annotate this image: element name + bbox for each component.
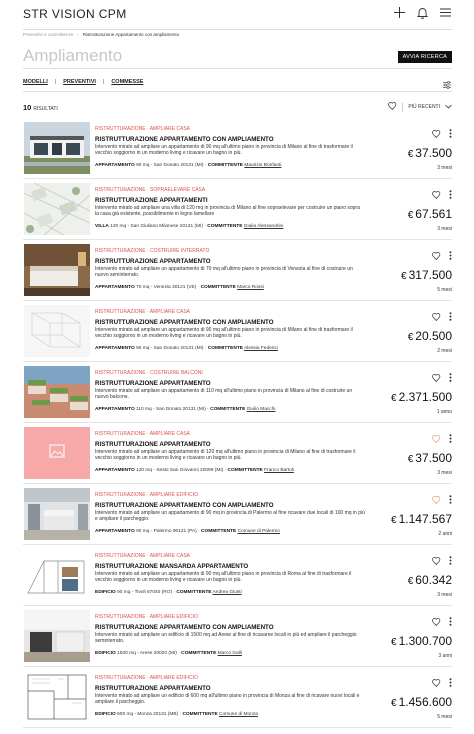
- card-actions: [432, 674, 452, 692]
- project-price: [408, 573, 452, 587]
- divider: [23, 91, 452, 92]
- project-card[interactable]: [23, 667, 452, 728]
- more-options-icon[interactable]: [449, 247, 452, 265]
- project-title[interactable]: RISTRUTTURAZIONE APPARTAMENTO CON AMPLIAMENTO: [95, 319, 274, 326]
- project-card[interactable]: [23, 118, 452, 179]
- owner-label: COMMITTENTE: [227, 468, 263, 473]
- project-age: 3 mesi: [437, 592, 452, 598]
- card-actions: [432, 186, 452, 204]
- owner-label: COMMITTENTE: [207, 346, 243, 351]
- project-category: RISTRUTTURAZIONE · AMPLIARE CASA: [95, 309, 191, 315]
- project-category: RISTRUTTURAZIONE · AMPLIARE EDIFICIO: [95, 492, 199, 498]
- project-card[interactable]: [23, 545, 452, 606]
- currency-symbol: €: [407, 454, 414, 465]
- project-meta: EDIFICIO 1500 mq - Arese 20020 (MI) · COMMITTENTE Marco Galli: [95, 651, 242, 656]
- project-details: 90 mq - Palermo 90121 (PA): [136, 529, 197, 534]
- project-category: RISTRUTTURAZIONE · AMPLIARE CASA: [95, 126, 191, 132]
- project-type: APPARTAMENTO: [95, 468, 135, 473]
- project-price: [391, 390, 452, 404]
- currency-symbol: €: [391, 393, 397, 404]
- project-type: EDIFICIO: [95, 590, 116, 595]
- owner-label: COMMITTENTE: [176, 590, 212, 595]
- project-thumbnail[interactable]: [24, 610, 90, 662]
- card-actions: [432, 613, 452, 631]
- owner-link[interactable]: Alessia Federici: [244, 346, 278, 351]
- project-card[interactable]: [23, 484, 452, 545]
- more-options-icon[interactable]: [449, 430, 452, 448]
- project-age: 2 mesi: [437, 348, 452, 354]
- project-description: Intervento mirato ad ampliare un appartamento di 120 mq all'ultimo piano in provincia di Milano al fine di trasformare il vecchio soggiorno in un moderno living e ricavare un bagno in più.: [95, 449, 356, 461]
- project-thumbnail[interactable]: [24, 305, 90, 357]
- project-price: [391, 634, 452, 648]
- project-details: 110 mq - San Donato 20131 (MI): [136, 407, 206, 412]
- card-actions: [432, 430, 452, 448]
- project-price: [391, 695, 452, 709]
- project-details: 120 mq - San Giuliano Milanese 20131 (MI): [110, 224, 203, 229]
- card-actions: [432, 125, 452, 143]
- currency-symbol: €: [391, 515, 397, 526]
- owner-label: COMMITTENTE: [207, 224, 243, 229]
- owner-link[interactable]: Marco Rossi: [237, 285, 264, 290]
- more-options-icon[interactable]: [449, 552, 452, 570]
- project-title[interactable]: RISTRUTTURAZIONE APPARTAMENTI: [95, 197, 208, 204]
- project-description: Intervento mirato ad ampliare un appartamento di 90 mq in provincia di Palermo al fine ricavare due locali di 100 mq in più e ampliare il parcheggio.: [95, 510, 365, 522]
- project-meta: APPARTAMENTO 90 mq - Palermo 90121 (PA) · COMMITTENTE Comune di Palermo: [95, 529, 280, 534]
- project-age: 1 anno: [436, 409, 452, 415]
- owner-link[interactable]: Giulia Alessandrini: [243, 224, 284, 229]
- project-thumbnail[interactable]: [24, 366, 90, 418]
- card-actions: [432, 491, 452, 509]
- tab-commesse[interactable]: COMMESSE: [111, 79, 144, 85]
- currency-symbol: €: [407, 576, 414, 587]
- project-category: RISTRUTTURAZIONE · COSTRUIRE INTERRATO: [95, 248, 210, 254]
- owner-link[interactable]: Comune di Palermo: [237, 529, 280, 534]
- favorite-heart-icon[interactable]: [432, 186, 441, 204]
- card-actions: [432, 308, 452, 326]
- more-options-icon[interactable]: [449, 186, 452, 204]
- app-title[interactable]: STR VISION CPM: [23, 7, 127, 21]
- project-meta: APPARTAMENTO 110 mq - San Donato 20131 (MI) · COMMITTENTE Giulio Macchi: [95, 407, 276, 412]
- breadcrumb-home[interactable]: Preventivi e committenze: [23, 32, 74, 37]
- project-type: APPARTAMENTO: [95, 407, 135, 412]
- start-search-button[interactable]: AVVIA RICERCA: [398, 51, 452, 63]
- project-description: Intervento mirato ad ampliare un appartamento di 110 mq all'ultimo piano in provincia di Milano al fine di costruire un nuovo balcone.: [95, 388, 353, 400]
- project-meta: EDIFICIO 600 mq - Monza 20131 (MB) · COMMITTENTE Comune di Monza: [95, 712, 258, 717]
- results-label: RISULTATI: [33, 106, 58, 112]
- tab-separator: |: [102, 79, 105, 85]
- project-price: [391, 512, 452, 526]
- project-description: Intervento mirato ad ampliare una villa di 120 mq in provincia di Milano al fine sopraelevare per costruire un piano sopra la casa già esistente, possibilmente in legno lamellare: [95, 205, 360, 217]
- favorite-heart-icon[interactable]: [432, 247, 441, 265]
- divider: [23, 68, 452, 69]
- project-price: [408, 451, 452, 465]
- project-type: APPARTAMENTO: [95, 285, 135, 290]
- price-value: 317.500: [408, 268, 452, 282]
- favorite-heart-icon[interactable]: [432, 430, 441, 448]
- project-age: 5 mesi: [437, 287, 452, 293]
- owner-link[interactable]: Andrea Giusti: [212, 590, 242, 595]
- owner-link[interactable]: Giulio Macchi: [246, 407, 276, 412]
- price-value: 67.561: [415, 207, 452, 221]
- price-value: 1.456.600: [398, 695, 452, 709]
- more-options-icon[interactable]: [449, 674, 452, 692]
- owner-label: COMMITTENTE: [200, 285, 236, 290]
- project-meta: APPARTAMENTO 120 mq - Sesto San Giovanni 20099 (MI) · COMMITTENTE Franco Bartoli: [95, 468, 294, 473]
- project-description: Intervento mirato ad ampliare un appartamento di 90 mq all'ultimo piano in provincia di Milano al fine di trasformare il vecchio soggiorno in un moderno living e ricavare un bagno in più.: [95, 144, 353, 156]
- more-options-icon[interactable]: [449, 491, 452, 509]
- divider: [402, 103, 403, 112]
- owner-label: COMMITTENTE: [207, 163, 243, 168]
- project-type: APPARTAMENTO: [95, 163, 135, 168]
- project-description: Intervento mirato ad ampliare un appartamento di 90 mq all'ultimo piano in provincia di Roma al fine di trasformare il vecchio soggiorno in un moderno living e ricavare un bagno in più.: [95, 571, 352, 583]
- project-age: 3 mesi: [437, 165, 452, 171]
- favorite-heart-icon[interactable]: [432, 552, 441, 570]
- project-thumbnail[interactable]: [24, 244, 90, 296]
- project-age: 3 mesi: [437, 226, 452, 232]
- more-options-icon[interactable]: [449, 369, 452, 387]
- currency-symbol: €: [407, 149, 414, 160]
- project-category: RISTRUTTURAZIONE · AMPLIARE CASA: [95, 431, 191, 437]
- favorite-heart-icon[interactable]: [432, 125, 441, 143]
- project-card[interactable]: [23, 240, 452, 301]
- sort-label[interactable]: PIÙ RECENTI: [408, 104, 440, 110]
- project-details: 120 mq - Sesto San Giovanni 20099 (MI): [136, 468, 224, 473]
- owner-link[interactable]: Marco Galli: [217, 651, 242, 656]
- project-title[interactable]: RISTRUTTURAZIONE APPARTAMENTO: [95, 685, 211, 692]
- project-details: 70 mq - Venezia 30121 (VE): [136, 285, 197, 290]
- project-meta: EDIFICIO 90 mq - Tivoli 87040 (RO) · COMMITTENTE Andrea Giusti: [95, 590, 242, 595]
- favorite-heart-icon[interactable]: [432, 674, 441, 692]
- owner-link[interactable]: Comune di Monza: [219, 712, 258, 717]
- project-description: Intervento mirato ad ampliare un edificio di 600 mq all'ultimo piano in provincia di Monza al fine di ricavare nuovi locali e ampliare il parcheggio.: [95, 693, 360, 705]
- plus-icon[interactable]: [393, 6, 406, 19]
- project-title[interactable]: RISTRUTTURAZIONE APPARTAMENTO CON AMPLIAMENTO: [95, 136, 274, 143]
- breadcrumb-current: Ristrutturazione Appartamento con ampliamento: [82, 32, 180, 37]
- owner-label: COMMITTENTE: [182, 712, 218, 717]
- chevron-down-icon[interactable]: [445, 104, 452, 111]
- owner-label: COMMITTENTE: [210, 407, 246, 412]
- project-title[interactable]: RISTRUTTURAZIONE APPARTAMENTO: [95, 441, 211, 448]
- favorite-heart-icon[interactable]: [432, 491, 441, 509]
- results-number: 10: [23, 103, 32, 112]
- project-title[interactable]: RISTRUTTURAZIONE APPARTAMENTO CON AMPLIAMENTO: [95, 502, 274, 509]
- project-price: [408, 207, 452, 221]
- project-type: EDIFICIO: [95, 712, 116, 717]
- project-description: Intervento mirato ad ampliare un appartamento di 70 mq all'ultimo piano in provincia di Venezia al fine di costruire un nuovo seminterrato.: [95, 266, 353, 278]
- results-count: [23, 103, 58, 112]
- more-options-icon[interactable]: [449, 308, 452, 326]
- project-price: [408, 329, 452, 343]
- favorite-heart-icon[interactable]: [432, 613, 441, 631]
- project-title[interactable]: RISTRUTTURAZIONE APPARTAMENTO: [95, 258, 211, 265]
- project-type: VILLA: [95, 224, 109, 229]
- project-category: RISTRUTTURAZIONE · SOPRAELEVARE CASA: [95, 187, 206, 193]
- header-actions: [393, 6, 452, 19]
- project-title[interactable]: RISTRUTTURAZIONE APPARTAMENTO: [95, 380, 211, 387]
- favorite-heart-icon[interactable]: [432, 308, 441, 326]
- card-actions: [432, 369, 452, 387]
- currency-symbol: €: [391, 637, 397, 648]
- price-value: 37.500: [415, 451, 452, 465]
- owner-link[interactable]: Maurizio Bonfanti: [244, 163, 282, 168]
- card-actions: [432, 247, 452, 265]
- price-value: 60.342: [415, 573, 452, 587]
- currency-symbol: €: [391, 698, 397, 709]
- tab-modelli[interactable]: MODELLI: [23, 79, 48, 85]
- currency-symbol: €: [407, 332, 414, 343]
- currency-symbol: €: [401, 271, 407, 282]
- project-age: 3 anni: [438, 653, 452, 659]
- project-title[interactable]: RISTRUTTURAZIONE APPARTAMENTO CON AMPLIAMENTO: [95, 624, 274, 631]
- project-age: 3 mesi: [437, 470, 452, 476]
- tab-bar: [23, 79, 143, 85]
- project-age: 2 anni: [438, 531, 452, 537]
- price-value: 37.500: [415, 146, 452, 160]
- favorites-filter-icon[interactable]: [388, 102, 397, 112]
- bell-icon[interactable]: [416, 6, 429, 19]
- tab-preventivi[interactable]: PREVENTIVI: [63, 79, 96, 85]
- project-description: Intervento mirato ad ampliare un appartamento di 90 mq all'ultimo piano in provincia di Milano al fine di trasformare il vecchio soggiorno in un moderno living e ricavare un bagno in più.: [95, 327, 353, 339]
- currency-symbol: €: [407, 210, 414, 221]
- project-description: Intervento mirato ad ampliare un edificio di 1500 mq ad Arese al fine di ricavarne locali in più ed ampliare il parcheggio seminterrato.: [95, 632, 357, 644]
- project-title[interactable]: RISTRUTTURAZIONE MANSARDA APPARTAMENTO: [95, 563, 249, 570]
- project-price: [408, 146, 452, 160]
- favorite-heart-icon[interactable]: [432, 369, 441, 387]
- project-type: APPARTAMENTO: [95, 346, 135, 351]
- top-bar: [23, 0, 452, 30]
- project-details: 90 mq - San Donato 20131 (MI): [136, 163, 204, 168]
- price-value: 20.500: [415, 329, 452, 343]
- project-details: 1500 mq - Arese 20020 (MI): [117, 651, 177, 656]
- project-meta: APPARTAMENTO 70 mq - Venezia 30121 (VE) · COMMITTENTE Marco Rossi: [95, 285, 264, 290]
- more-options-icon[interactable]: [449, 125, 452, 143]
- project-card[interactable]: [23, 179, 452, 240]
- project-type: EDIFICIO: [95, 651, 116, 656]
- breadcrumb-separator: ›: [77, 32, 79, 37]
- project-details: 600 mq - Monza 20131 (MB): [117, 712, 179, 717]
- filter-icon[interactable]: [442, 77, 452, 95]
- project-thumbnail[interactable]: [24, 549, 90, 601]
- project-thumbnail[interactable]: [24, 671, 90, 723]
- page-title: Ampliamento: [23, 46, 123, 65]
- price-value: 1.300.700: [398, 634, 452, 648]
- breadcrumb: [23, 32, 179, 37]
- card-actions: [432, 552, 452, 570]
- owner-link[interactable]: Franco Bartoli: [264, 468, 294, 473]
- sort-bar: [388, 102, 452, 112]
- project-category: RISTRUTTURAZIONE · AMPLIARE EDIFICIO: [95, 675, 199, 681]
- owner-label: COMMITTENTE: [201, 529, 237, 534]
- more-options-icon[interactable]: [449, 613, 452, 631]
- menu-icon[interactable]: [439, 6, 452, 19]
- project-thumbnail[interactable]: [24, 183, 90, 235]
- project-thumbnail[interactable]: [24, 122, 90, 174]
- project-category: RISTRUTTURAZIONE · AMPLIARE CASA: [95, 553, 191, 559]
- project-card[interactable]: [23, 423, 452, 484]
- project-card[interactable]: [23, 362, 452, 423]
- project-list: [23, 118, 452, 728]
- price-value: 1.147.567: [398, 512, 452, 526]
- project-thumbnail[interactable]: [24, 488, 90, 540]
- owner-label: COMMITTENTE: [181, 651, 217, 656]
- project-thumbnail[interactable]: [24, 427, 90, 479]
- project-age: 5 mesi: [437, 714, 452, 720]
- project-type: APPARTAMENTO: [95, 529, 135, 534]
- project-price: [401, 268, 452, 282]
- tab-separator: |: [54, 79, 57, 85]
- project-details: 90 mq - Tivoli 87040 (RO): [117, 590, 173, 595]
- project-category: RISTRUTTURAZIONE · COSTRUIRE BALCONI: [95, 370, 203, 376]
- project-details: 90 mq - San Donato 20131 (MI): [136, 346, 204, 351]
- project-card[interactable]: [23, 301, 452, 362]
- project-meta: VILLA 120 mq - San Giuliano Milanese 20131 (MI) · COMMITTENTE Giulia Alessandrini: [95, 224, 284, 229]
- price-value: 2.371.500: [398, 390, 452, 404]
- project-category: RISTRUTTURAZIONE · AMPLIARE EDIFICIO: [95, 614, 199, 620]
- project-meta: APPARTAMENTO 90 mq - San Donato 20131 (MI) · COMMITTENTE Maurizio Bonfanti: [95, 163, 282, 168]
- project-card[interactable]: [23, 606, 452, 667]
- project-meta: APPARTAMENTO 90 mq - San Donato 20131 (MI) · COMMITTENTE Alessia Federici: [95, 346, 278, 351]
